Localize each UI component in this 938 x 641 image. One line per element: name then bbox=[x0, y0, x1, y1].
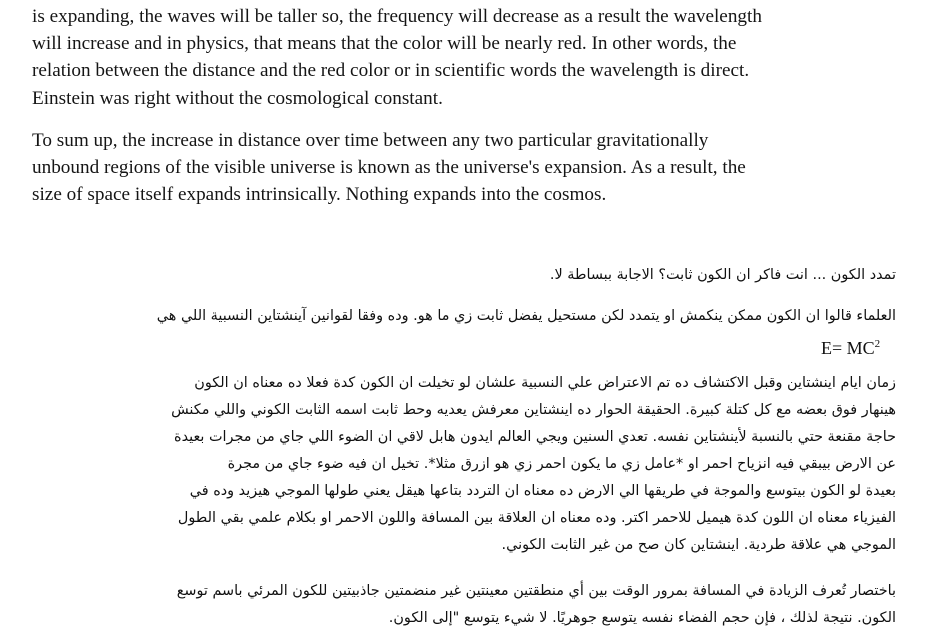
text-line: عن الارض بيبقي فيه انزياح احمر او *عامل زي ما يكون احمر زي هو ازرق مثلا*. تخيل ان فيه ضوء جاي من مجرة bbox=[227, 456, 896, 472]
text-line: العلماء قالوا ان الكون ممكن ينكمش او يتمدد لكن مستحيل يفضل ثابت زي ما هو. وده وفقا لقوانين آينشتاين النسبية اللي هي bbox=[156, 308, 896, 324]
text-line: باختصار تُعرف الزيادة في المسافة بمرور الوقت بين أي منطقتين معينتين غير منضمتين جاذبيتين للكون المرئي باسم توسع bbox=[176, 583, 896, 599]
arabic-paragraph-summary bbox=[32, 578, 896, 632]
text-line: الفيزياء معناه ان اللون كدة هيميل للاحمر اكتر. وده معناه ان العلاقة بين المسافة واللون الاحمر او بكلام علمي بقي الطول bbox=[177, 510, 896, 526]
einstein-formula bbox=[821, 333, 880, 359]
formula-base: E= MC bbox=[821, 338, 875, 358]
english-paragraph-redshift bbox=[32, 3, 912, 112]
text-line: unbound regions of the visible universe is known as the universe's expansion. As a result, the bbox=[32, 157, 746, 179]
text-line: الكون. نتيجة لذلك ، فإن حجم الفضاء نفسه يتوسع جوهريًا. لا شيء يتوسع "إلى الكون. bbox=[388, 610, 896, 626]
text-line: هينهار فوق بعضه مع كل كتلة كبيرة. الحقيقة الحوار ده اينشتاين معرفش يعديه وحط ثابت اسمه الثابت الكوني واللي مكنش bbox=[171, 402, 896, 418]
text-line: size of space itself expands intrinsically. Nothing expands into the cosmos. bbox=[32, 184, 607, 206]
text-line: زمان ايام اينشتاين وقبل الاكتشاف ده تم الاعتراض علي النسبية علشان لو تخيلت ان الكون كدة فعلا ده معناه ان الكون bbox=[194, 375, 896, 391]
arabic-title-line bbox=[32, 262, 896, 289]
text-line: تمدد الكون ... انت فاكر ان الكون ثابت؟ الاجابة ببساطة لا. bbox=[549, 267, 896, 283]
text-line: حاجة مقنعة حتي بالنسبة لأينشتاين نفسه. تعدي السنين ويجي العالم ايدون هابل لاقي ان الضوء اللي جاي من مجرات بعيدة bbox=[174, 429, 896, 445]
arabic-paragraph-history bbox=[32, 370, 896, 559]
text-line: To sum up, the increase in distance over time between any two particular gravitationally bbox=[32, 130, 709, 151]
text-line: is expanding, the waves will be taller so, the frequency will decrease as a result the wavelength bbox=[32, 6, 762, 27]
arabic-paragraph-relativity bbox=[32, 303, 896, 330]
text-line: Einstein was right without the cosmological constant. bbox=[32, 87, 443, 109]
text-line: will increase and in physics, that means that the color will be nearly red. In other words, the bbox=[32, 33, 737, 55]
formula-exponent: 2 bbox=[874, 338, 881, 350]
text-line: بعيدة لو الكون بيتوسع والموجة في طريقها الي الارض ده معناه ان التردد بتاعها هيقل يعني طولها الموجي هيزيد وده في bbox=[189, 483, 896, 499]
english-paragraph-summary bbox=[32, 127, 912, 209]
text-line: relation between the distance and the red color or in scientific words the wavelength is direct. bbox=[32, 60, 750, 82]
text-line: الموجي هي علاقة طردية. اينشتاين كان صح من غير الثابت الكوني. bbox=[501, 537, 896, 553]
